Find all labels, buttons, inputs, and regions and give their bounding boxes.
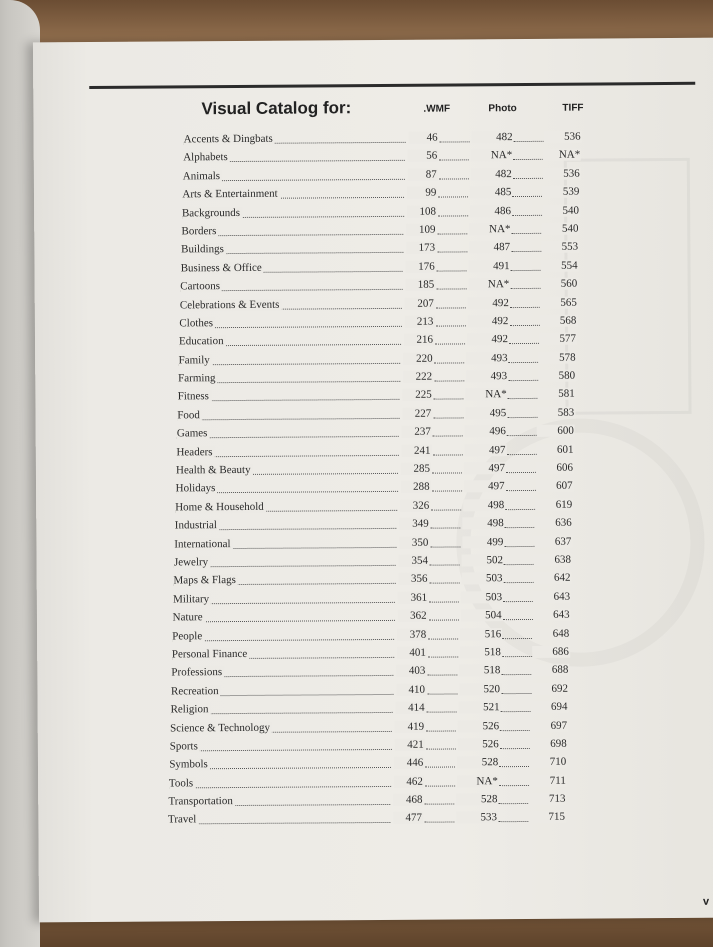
photo-page: 526 [458,738,500,750]
wmf-page: 227 [402,407,432,419]
category-name: Military [173,592,210,606]
wmf-page: 468 [393,794,423,806]
wmf-page: 241 [401,444,431,456]
category-name: Food [177,409,200,422]
dot-leader [172,638,394,641]
dot-leader [177,418,399,421]
dot-leader [177,436,399,439]
photo-page: NA* [471,149,513,161]
photo-page: 499 [462,536,504,548]
photo-page: NA* [469,223,511,235]
tiff-page: 581 [538,388,576,400]
wmf-page: 87 [408,168,438,180]
photo-page: 493 [466,370,508,382]
wmf-page: 356 [398,573,428,585]
category-name: Borders [181,225,217,238]
column-header-photo: Photo [488,103,517,115]
dot-leader [435,344,465,345]
wmf-page: 285 [401,463,431,475]
wmf-page: 216 [404,334,434,346]
tiff-page: 694 [531,701,569,713]
dot-leader [424,822,454,823]
dot-leader [513,178,543,179]
dot-leader [510,288,540,289]
dot-leader [505,509,535,510]
dot-leader [439,178,469,179]
category-name: Nature [172,611,203,624]
tiff-page: 536 [543,167,581,179]
catalog-header [201,96,621,123]
wmf-page: 99 [407,187,437,199]
photo-page: 533 [456,812,498,824]
tiff-page: 539 [542,186,580,198]
dot-leader [432,454,462,455]
category-name: Education [178,335,224,348]
tiff-page: 619 [535,498,573,510]
photo-page: 520 [459,683,501,695]
wmf-page: 237 [402,426,432,438]
wmf-page: 410 [396,683,426,695]
category-name: Professions [171,666,223,679]
dot-leader [501,693,531,694]
wmf-page: 362 [398,610,428,622]
dot-leader [427,712,457,713]
dot-leader [430,546,460,547]
photo-page: 504 [461,609,503,621]
tiff-page: 686 [532,646,570,658]
wmf-page: 419 [395,720,425,732]
dot-leader [501,711,531,712]
wmf-page: 401 [397,647,427,659]
wmf-page: 46 [409,132,439,144]
dot-leader [504,564,534,565]
dot-leader [498,821,528,822]
photo-page: 482 [471,168,513,180]
photo-page: 492 [467,333,509,345]
dot-leader [438,215,468,216]
wmf-page: 477 [393,812,423,824]
page-title: Visual Catalog for: [201,98,352,119]
dot-leader [437,252,467,253]
photo-page: 497 [464,481,506,493]
dot-leader [428,638,458,639]
tiff-page: 697 [530,719,568,731]
dot-leader [512,196,542,197]
category-name: Personal Finance [171,647,248,661]
photo-page: NA* [468,278,510,290]
category-name: Home & Household [175,500,264,514]
dot-leader [433,417,463,418]
category-name: Travel [167,813,197,826]
tiff-page: 560 [540,278,578,290]
tiff-page: 568 [539,315,577,327]
dot-leader [429,620,459,621]
wmf-page: 185 [405,279,435,291]
wmf-page: 222 [403,371,433,383]
dot-leader [170,749,392,752]
tiff-page: 637 [534,535,572,547]
column-header-wmf: .WMF [423,103,451,115]
dot-leader [508,398,538,399]
tiff-page: 554 [541,259,579,271]
photo-page: 503 [461,591,503,603]
photo-page: 526 [458,720,500,732]
photo-page: 497 [464,444,506,456]
category-name: Buildings [181,243,224,256]
photo-page: NA* [457,775,499,787]
tiff-page: 577 [539,333,577,345]
category-name: Health & Beauty [175,463,251,477]
tiff-page: 607 [536,480,574,492]
dot-leader [438,197,468,198]
dot-leader [435,362,465,363]
wmf-page: 225 [403,389,433,401]
dot-leader [425,785,455,786]
tiff-page: 642 [533,572,571,584]
category-name: Alphabets [183,151,228,164]
wmf-page: 414 [396,702,426,714]
tiff-page: NA* [543,149,581,161]
category-name: Cartoons [180,280,221,293]
photo-page: 487 [469,241,511,253]
header-rule [89,82,695,89]
tiff-page: 540 [541,223,579,235]
dot-leader [507,417,537,418]
category-name: Holidays [175,482,216,495]
dot-leader [513,159,543,160]
tiff-page: 688 [531,664,569,676]
dot-leader [511,251,541,252]
wmf-page: 108 [407,205,437,217]
dot-leader [438,233,468,234]
category-name: Animals [182,169,221,183]
dot-leader [509,362,539,363]
dot-leader [504,546,534,547]
dot-leader [425,767,455,768]
tiff-page: 643 [533,609,571,621]
photo-page: 498 [463,499,505,511]
dot-leader [430,583,460,584]
dot-leader [499,766,529,767]
wmf-page: 220 [404,352,434,364]
dot-leader [510,306,540,307]
dot-leader [439,160,469,161]
category-name: Science & Technology [170,721,271,734]
photo-page: 518 [459,664,501,676]
dot-leader [509,343,539,344]
dot-leader [437,270,467,271]
wmf-page: 350 [399,536,429,548]
dot-leader [440,141,470,142]
dot-leader [506,472,536,473]
category-name: Recreation [170,684,219,698]
tiff-page: 710 [529,756,567,768]
tiff-page: 580 [538,370,576,382]
photo-page: 521 [459,701,501,713]
dot-leader [426,748,456,749]
dot-leader [506,490,536,491]
dot-leader [502,637,532,638]
dot-leader [500,729,530,730]
wmf-page: 207 [405,297,435,309]
tiff-page: 583 [537,407,575,419]
catalog-list [167,130,589,833]
category-name: Celebrations & Events [179,298,280,311]
photo-page: 491 [469,260,511,272]
tiff-page: 711 [529,774,567,786]
dot-leader [514,141,544,142]
book-page [33,38,713,923]
wmf-page: 288 [401,481,431,493]
dot-leader [432,491,462,492]
category-name: Religion [170,703,209,716]
tiff-page: 536 [544,131,582,143]
dot-leader [498,803,528,804]
wmf-page: 326 [400,499,430,511]
column-header-tiff: TIFF [562,102,584,114]
tiff-page: 578 [539,351,577,363]
wmf-page: 403 [396,665,426,677]
dot-leader [504,582,534,583]
dot-leader [427,675,457,676]
dot-leader [427,693,457,694]
dot-leader [179,363,401,366]
photo-page: 486 [470,205,512,217]
category-name: Business & Office [180,261,262,275]
tiff-page: 715 [528,811,566,823]
wmf-page: 213 [404,316,434,328]
wmf-page: 56 [408,150,438,162]
dot-leader [434,380,464,381]
dot-leader [433,436,463,437]
dot-leader [173,620,395,623]
photo-page: 496 [465,425,507,437]
dot-leader [500,748,530,749]
tiff-page: 638 [534,554,572,566]
dot-leader [431,509,461,510]
tiff-page: 648 [532,627,570,639]
wmf-page: 421 [395,739,425,751]
dot-leader [509,325,539,326]
category-name: Sports [169,740,198,753]
photo-page: 493 [467,352,509,364]
photo-page: 528 [457,756,499,768]
photo-page: 485 [470,186,512,198]
wmf-page: 349 [400,518,430,530]
dot-leader [505,527,535,528]
category-name: Industrial [174,519,217,532]
dot-leader [431,528,461,529]
dot-leader [168,822,390,825]
photo-page: 497 [464,462,506,474]
photo-page: 516 [460,628,502,640]
dot-leader [430,564,460,565]
photo-page: 518 [460,646,502,658]
dot-leader [499,785,529,786]
photo-page: 492 [468,297,510,309]
page-number: v [702,895,710,908]
tiff-page: 636 [535,517,573,529]
tiff-page: 565 [540,296,578,308]
category-name: Arts & Entertainment [182,187,278,201]
dot-leader [501,674,531,675]
category-name: People [172,629,203,643]
category-name: Fitness [177,390,209,403]
tiff-page: 643 [533,590,571,602]
wmf-page: 378 [397,628,427,640]
wmf-page: 361 [398,591,428,603]
photo-page: 482 [472,131,514,143]
wmf-page: 446 [394,757,424,769]
category-name: Clothes [179,317,214,330]
dot-leader [512,214,542,215]
photo-page: 495 [465,407,507,419]
dot-leader [169,786,391,789]
dot-leader [512,233,542,234]
wmf-page: 173 [406,242,436,254]
category-name: Jewelry [173,556,209,569]
category-name: Backgrounds [181,206,241,219]
category-name: Maps & Flags [173,574,236,587]
category-name: Farming [178,372,216,385]
photo-page: 502 [462,554,504,566]
category-name: Family [178,353,210,367]
dot-leader [436,289,466,290]
wmf-page: 462 [394,775,424,787]
category-name: Symbols [169,758,208,771]
dot-leader [424,804,454,805]
dot-leader [429,601,459,602]
category-name: Tools [168,776,194,790]
category-name: Headers [176,445,213,459]
wmf-page: 176 [406,260,436,272]
dot-leader [508,380,538,381]
category-name: Transportation [168,795,233,808]
dot-leader [435,325,465,326]
dot-leader [436,307,466,308]
photo-page: 492 [467,315,509,327]
dot-leader [434,399,464,400]
tiff-page: 600 [537,425,575,437]
tiff-page: 540 [542,204,580,216]
dot-leader [178,399,400,402]
catalog-row [168,811,588,832]
photo-page: 528 [456,793,498,805]
tiff-page: 713 [528,793,566,805]
photo-page: 503 [461,573,503,585]
tiff-page: 553 [541,241,579,253]
dot-leader [507,435,537,436]
tiff-page: 698 [530,738,568,750]
wmf-page: 109 [406,224,436,236]
photo-page: NA* [466,389,508,401]
tiff-page: 606 [536,462,574,474]
dot-leader [506,454,536,455]
photo-page: 498 [463,517,505,529]
dot-leader [503,619,533,620]
dot-leader [426,730,456,731]
wmf-page: 354 [399,555,429,567]
category-name: Games [176,427,208,440]
tiff-page: 601 [536,443,574,455]
dot-leader [432,472,462,473]
tiff-page: 692 [531,682,569,694]
dot-leader [503,601,533,602]
dot-leader [502,656,532,657]
dot-leader [511,270,541,271]
category-name: Accents & Dingbats [183,132,273,146]
dot-leader [428,656,458,657]
category-name: International [174,537,231,551]
